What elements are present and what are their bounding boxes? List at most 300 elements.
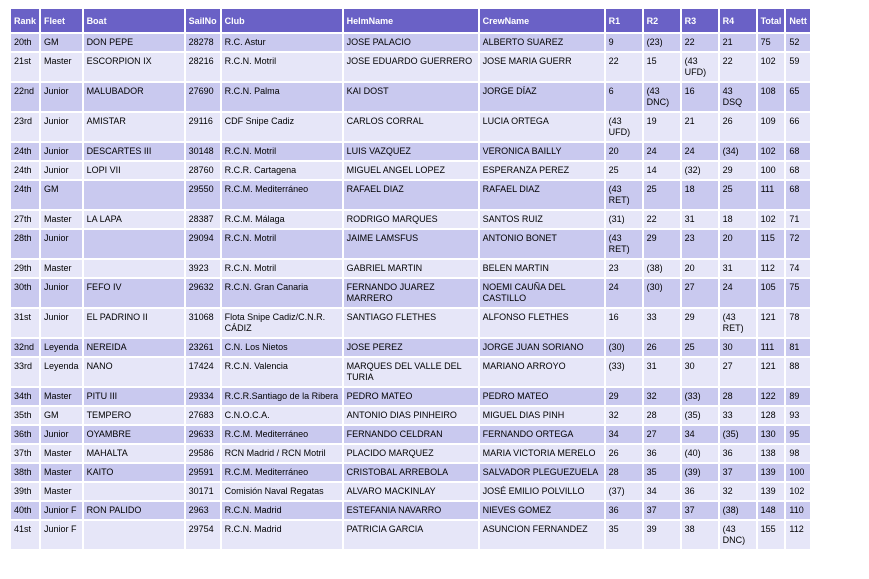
cell-crew: JOSE MARIA GUERR (480, 53, 604, 81)
cell-r2: (38) (644, 260, 680, 277)
cell-r4: 25 (720, 181, 756, 209)
col-header-fleet: Fleet (41, 9, 82, 32)
cell-r3: 25 (682, 339, 718, 356)
col-header-rank: Rank (11, 9, 39, 32)
cell-fleet: GM (41, 407, 82, 424)
table-row (11, 181, 810, 209)
col-header-r1: R1 (606, 9, 642, 32)
cell-total: 100 (758, 162, 785, 179)
cell-r2: 15 (644, 53, 680, 81)
cell-helm: LUIS VAZQUEZ (344, 143, 478, 160)
cell-helm: FERNANDO JUAREZ MARRERO (344, 279, 478, 307)
cell-total: 111 (758, 339, 785, 356)
header-row (11, 9, 810, 32)
cell-rank: 27th (11, 211, 39, 228)
cell-crew: NOEMI CAUÑA DEL CASTILLO (480, 279, 604, 307)
cell-r1: 34 (606, 426, 642, 443)
cell-boat: MAHALTA (84, 445, 184, 462)
cell-total: 75 (758, 34, 785, 51)
cell-helm: RODRIGO MARQUES (344, 211, 478, 228)
cell-r3: 36 (682, 483, 718, 500)
cell-r3: 23 (682, 230, 718, 258)
cell-sailno: 2963 (186, 502, 220, 519)
cell-nett: 71 (786, 211, 810, 228)
cell-r1: 16 (606, 309, 642, 337)
cell-r1: (31) (606, 211, 642, 228)
cell-total: 128 (758, 407, 785, 424)
col-header-sailno: SailNo (186, 9, 220, 32)
cell-club: Flota Snipe Cadiz/C.N.R. CÁDIZ (222, 309, 342, 337)
cell-crew: NIEVES GOMEZ (480, 502, 604, 519)
cell-r2: 24 (644, 143, 680, 160)
cell-helm: CARLOS CORRAL (344, 113, 478, 141)
cell-total: 155 (758, 521, 785, 549)
cell-r1: 24 (606, 279, 642, 307)
cell-sailno: 28760 (186, 162, 220, 179)
cell-helm: MIGUEL ANGEL LOPEZ (344, 162, 478, 179)
cell-r3: (35) (682, 407, 718, 424)
cell-helm: MARQUES DEL VALLE DEL TURIA (344, 358, 478, 386)
cell-total: 148 (758, 502, 785, 519)
cell-club: R.C.N. Motril (222, 230, 342, 258)
cell-boat: TEMPERO (84, 407, 184, 424)
cell-nett: 74 (786, 260, 810, 277)
cell-r4: 30 (720, 339, 756, 356)
cell-r2: 25 (644, 181, 680, 209)
cell-sailno: 17424 (186, 358, 220, 386)
cell-r2: 37 (644, 502, 680, 519)
cell-r2: 36 (644, 445, 680, 462)
cell-sailno: 3923 (186, 260, 220, 277)
cell-sailno: 29094 (186, 230, 220, 258)
cell-club: R.C.R.Santiago de la Ribera (222, 388, 342, 405)
table-row (11, 113, 810, 141)
cell-club: R.C.N. Motril (222, 260, 342, 277)
cell-nett: 66 (786, 113, 810, 141)
cell-sailno: 29754 (186, 521, 220, 549)
cell-helm: PLACIDO MARQUEZ (344, 445, 478, 462)
cell-fleet: Junior (41, 162, 82, 179)
cell-rank: 41st (11, 521, 39, 549)
table-row (11, 34, 810, 51)
cell-r2: 28 (644, 407, 680, 424)
cell-club: C.N.O.C.A. (222, 407, 342, 424)
cell-fleet: Leyenda (41, 358, 82, 386)
cell-total: 130 (758, 426, 785, 443)
cell-r2: (43 DNC) (644, 83, 680, 111)
cell-nett: 78 (786, 309, 810, 337)
cell-boat: PITU III (84, 388, 184, 405)
cell-r3: (43 UFD) (682, 53, 718, 81)
cell-r3: 37 (682, 502, 718, 519)
table-row (11, 260, 810, 277)
cell-r4: (34) (720, 143, 756, 160)
cell-boat (84, 483, 184, 500)
cell-club: C.N. Los Nietos (222, 339, 342, 356)
cell-r4: 18 (720, 211, 756, 228)
cell-rank: 37th (11, 445, 39, 462)
cell-sailno: 27690 (186, 83, 220, 111)
cell-club: R.C.N. Madrid (222, 521, 342, 549)
cell-crew: PEDRO MATEO (480, 388, 604, 405)
cell-fleet: Junior (41, 143, 82, 160)
cell-sailno: 29586 (186, 445, 220, 462)
cell-fleet: Junior F (41, 502, 82, 519)
cell-total: 121 (758, 358, 785, 386)
cell-rank: 23rd (11, 113, 39, 141)
cell-r1: 35 (606, 521, 642, 549)
cell-sailno: 28216 (186, 53, 220, 81)
cell-boat: OYAMBRE (84, 426, 184, 443)
cell-r2: 31 (644, 358, 680, 386)
cell-club: R.C.N. Palma (222, 83, 342, 111)
table-row (11, 358, 810, 386)
cell-total: 115 (758, 230, 785, 258)
cell-nett: 93 (786, 407, 810, 424)
cell-crew: JOSÉ EMILIO POLVILLO (480, 483, 604, 500)
cell-crew: ALFONSO FLETHES (480, 309, 604, 337)
cell-rank: 31st (11, 309, 39, 337)
cell-r3: 30 (682, 358, 718, 386)
cell-helm: JOSE EDUARDO GUERRERO (344, 53, 478, 81)
cell-crew: ANTONIO BONET (480, 230, 604, 258)
cell-r4: 31 (720, 260, 756, 277)
cell-total: 102 (758, 211, 785, 228)
cell-r1: (43 UFD) (606, 113, 642, 141)
cell-sailno: 29334 (186, 388, 220, 405)
cell-rank: 35th (11, 407, 39, 424)
cell-nett: 89 (786, 388, 810, 405)
cell-boat: EL PADRINO II (84, 309, 184, 337)
cell-crew: BELEN MARTIN (480, 260, 604, 277)
cell-fleet: Master (41, 260, 82, 277)
table-row (11, 445, 810, 462)
cell-fleet: Junior (41, 230, 82, 258)
cell-helm: GABRIEL MARTIN (344, 260, 478, 277)
cell-boat: NEREIDA (84, 339, 184, 356)
cell-r4: 28 (720, 388, 756, 405)
cell-crew: SALVADOR PLEGUEZUELA (480, 464, 604, 481)
cell-fleet: Master (41, 53, 82, 81)
cell-r1: 29 (606, 388, 642, 405)
cell-boat: MALUBADOR (84, 83, 184, 111)
cell-total: 139 (758, 483, 785, 500)
cell-total: 139 (758, 464, 785, 481)
cell-r1: (43 RET) (606, 181, 642, 209)
cell-crew: ALBERTO SUAREZ (480, 34, 604, 51)
col-header-boat: Boat (84, 9, 184, 32)
cell-club: R.C.R. Cartagena (222, 162, 342, 179)
cell-sailno: 29591 (186, 464, 220, 481)
cell-r1: 22 (606, 53, 642, 81)
cell-crew: JORGE JUAN SORIANO (480, 339, 604, 356)
cell-r4: (43 DNC) (720, 521, 756, 549)
table-row (11, 53, 810, 81)
cell-rank: 21st (11, 53, 39, 81)
cell-rank: 30th (11, 279, 39, 307)
cell-boat: KAITO (84, 464, 184, 481)
cell-nett: 75 (786, 279, 810, 307)
cell-boat: NANO (84, 358, 184, 386)
cell-r2: 32 (644, 388, 680, 405)
table-row (11, 407, 810, 424)
cell-r3: 31 (682, 211, 718, 228)
cell-sailno: 23261 (186, 339, 220, 356)
table-row (11, 83, 810, 111)
cell-sailno: 29633 (186, 426, 220, 443)
cell-r3: (32) (682, 162, 718, 179)
cell-rank: 24th (11, 181, 39, 209)
cell-r1: (37) (606, 483, 642, 500)
cell-club: R.C. Astur (222, 34, 342, 51)
cell-helm: ANTONIO DIAS PINHEIRO (344, 407, 478, 424)
cell-r4: 22 (720, 53, 756, 81)
cell-r2: 14 (644, 162, 680, 179)
cell-r4: (35) (720, 426, 756, 443)
cell-r3: 24 (682, 143, 718, 160)
cell-sailno: 28387 (186, 211, 220, 228)
cell-boat: AMISTAR (84, 113, 184, 141)
table-row (11, 143, 810, 160)
cell-boat: LOPI VII (84, 162, 184, 179)
cell-r1: 25 (606, 162, 642, 179)
cell-fleet: Master (41, 483, 82, 500)
cell-club: R.C.M. Mediterráneo (222, 426, 342, 443)
cell-fleet: Master (41, 388, 82, 405)
results-table (9, 7, 812, 551)
col-header-helm: HelmName (344, 9, 478, 32)
cell-r3: 22 (682, 34, 718, 51)
cell-rank: 20th (11, 34, 39, 51)
cell-crew: MIGUEL DIAS PINH (480, 407, 604, 424)
cell-helm: PATRICIA GARCIA (344, 521, 478, 549)
cell-r4: 33 (720, 407, 756, 424)
cell-fleet: GM (41, 34, 82, 51)
cell-r1: 9 (606, 34, 642, 51)
cell-fleet: Master (41, 445, 82, 462)
cell-r4: 21 (720, 34, 756, 51)
cell-r2: (30) (644, 279, 680, 307)
cell-club: R.C.N. Gran Canaria (222, 279, 342, 307)
table-row (11, 502, 810, 519)
cell-r3: 21 (682, 113, 718, 141)
cell-helm: JAIME LAMSFUS (344, 230, 478, 258)
cell-r4: (38) (720, 502, 756, 519)
cell-boat: ESCORPION IX (84, 53, 184, 81)
cell-sailno: 28278 (186, 34, 220, 51)
cell-r2: 29 (644, 230, 680, 258)
cell-crew: ASUNCION FERNANDEZ (480, 521, 604, 549)
cell-boat (84, 181, 184, 209)
cell-r2: 34 (644, 483, 680, 500)
cell-r2: 26 (644, 339, 680, 356)
table-row (11, 483, 810, 500)
cell-r4: 29 (720, 162, 756, 179)
cell-helm: KAI DOST (344, 83, 478, 111)
table-row (11, 211, 810, 228)
cell-club: R.C.N. Motril (222, 53, 342, 81)
cell-club: R.C.M. Mediterráneo (222, 181, 342, 209)
cell-club: R.C.M. Málaga (222, 211, 342, 228)
cell-rank: 24th (11, 143, 39, 160)
cell-crew: ESPERANZA PEREZ (480, 162, 604, 179)
col-header-club: Club (222, 9, 342, 32)
cell-crew: VERONICA BAILLY (480, 143, 604, 160)
cell-club: R.C.N. Madrid (222, 502, 342, 519)
cell-rank: 32nd (11, 339, 39, 356)
cell-sailno: 27683 (186, 407, 220, 424)
cell-total: 102 (758, 143, 785, 160)
cell-r4: 36 (720, 445, 756, 462)
cell-r3: 38 (682, 521, 718, 549)
cell-fleet: Junior (41, 309, 82, 337)
cell-r1: 32 (606, 407, 642, 424)
cell-nett: 52 (786, 34, 810, 51)
cell-fleet: Leyenda (41, 339, 82, 356)
table-row (11, 339, 810, 356)
cell-boat: DON PEPE (84, 34, 184, 51)
cell-boat: FEFO IV (84, 279, 184, 307)
cell-nett: 110 (786, 502, 810, 519)
cell-total: 102 (758, 53, 785, 81)
cell-helm: PEDRO MATEO (344, 388, 478, 405)
cell-r3: (40) (682, 445, 718, 462)
cell-total: 108 (758, 83, 785, 111)
cell-club: R.C.M. Mediterráneo (222, 464, 342, 481)
cell-r3: 16 (682, 83, 718, 111)
cell-nett: 68 (786, 143, 810, 160)
cell-r4: 20 (720, 230, 756, 258)
cell-rank: 34th (11, 388, 39, 405)
cell-club: Comisión Naval Regatas (222, 483, 342, 500)
cell-fleet: Junior (41, 426, 82, 443)
table-row (11, 426, 810, 443)
col-header-crew: CrewName (480, 9, 604, 32)
cell-nett: 72 (786, 230, 810, 258)
cell-nett: 102 (786, 483, 810, 500)
cell-nett: 100 (786, 464, 810, 481)
cell-helm: JOSE PALACIO (344, 34, 478, 51)
cell-crew: JORGE DÍAZ (480, 83, 604, 111)
cell-r4: 37 (720, 464, 756, 481)
cell-sailno: 29116 (186, 113, 220, 141)
cell-total: 109 (758, 113, 785, 141)
cell-nett: 88 (786, 358, 810, 386)
cell-boat (84, 230, 184, 258)
cell-helm: RAFAEL DIAZ (344, 181, 478, 209)
cell-rank: 28th (11, 230, 39, 258)
cell-r3: (33) (682, 388, 718, 405)
cell-helm: FERNANDO CELDRAN (344, 426, 478, 443)
cell-nett: 68 (786, 162, 810, 179)
cell-sailno: 30148 (186, 143, 220, 160)
table-row (11, 521, 810, 549)
cell-total: 105 (758, 279, 785, 307)
cell-nett: 65 (786, 83, 810, 111)
cell-r1: (33) (606, 358, 642, 386)
cell-r2: (23) (644, 34, 680, 51)
col-header-r4: R4 (720, 9, 756, 32)
cell-crew: SANTOS RUIZ (480, 211, 604, 228)
cell-total: 111 (758, 181, 785, 209)
cell-r4: (43 RET) (720, 309, 756, 337)
cell-boat (84, 260, 184, 277)
results-body (11, 34, 810, 549)
cell-fleet: Master (41, 211, 82, 228)
cell-helm: ESTEFANIA NAVARRO (344, 502, 478, 519)
cell-r3: (39) (682, 464, 718, 481)
cell-fleet: Junior F (41, 521, 82, 549)
cell-club: CDF Snipe Cadiz (222, 113, 342, 141)
cell-rank: 38th (11, 464, 39, 481)
cell-r1: 6 (606, 83, 642, 111)
cell-crew: LUCIA ORTEGA (480, 113, 604, 141)
cell-r2: 35 (644, 464, 680, 481)
cell-fleet: GM (41, 181, 82, 209)
cell-boat (84, 521, 184, 549)
cell-crew: MARIANO ARROYO (480, 358, 604, 386)
cell-r2: 27 (644, 426, 680, 443)
cell-r1: 28 (606, 464, 642, 481)
cell-total: 112 (758, 260, 785, 277)
cell-crew: RAFAEL DIAZ (480, 181, 604, 209)
table-row (11, 309, 810, 337)
cell-r1: 26 (606, 445, 642, 462)
cell-r1: (43 RET) (606, 230, 642, 258)
cell-crew: MARIA VICTORIA MERELO (480, 445, 604, 462)
cell-total: 138 (758, 445, 785, 462)
cell-rank: 33rd (11, 358, 39, 386)
cell-total: 121 (758, 309, 785, 337)
cell-r2: 19 (644, 113, 680, 141)
cell-r4: 26 (720, 113, 756, 141)
cell-sailno: 31068 (186, 309, 220, 337)
col-header-r2: R2 (644, 9, 680, 32)
cell-helm: SANTIAGO FLETHES (344, 309, 478, 337)
cell-fleet: Master (41, 464, 82, 481)
cell-r2: 33 (644, 309, 680, 337)
cell-sailno: 29550 (186, 181, 220, 209)
cell-r1: 20 (606, 143, 642, 160)
cell-r2: 22 (644, 211, 680, 228)
cell-rank: 24th (11, 162, 39, 179)
col-header-nett: Nett (786, 9, 810, 32)
cell-nett: 98 (786, 445, 810, 462)
cell-nett: 95 (786, 426, 810, 443)
cell-total: 122 (758, 388, 785, 405)
cell-boat: LA LAPA (84, 211, 184, 228)
cell-club: R.C.N. Motril (222, 143, 342, 160)
cell-helm: JOSE PEREZ (344, 339, 478, 356)
cell-fleet: Junior (41, 113, 82, 141)
cell-rank: 40th (11, 502, 39, 519)
cell-rank: 29th (11, 260, 39, 277)
cell-rank: 36th (11, 426, 39, 443)
cell-r3: 27 (682, 279, 718, 307)
cell-rank: 22nd (11, 83, 39, 111)
table-row (11, 230, 810, 258)
cell-club: R.C.N. Valencia (222, 358, 342, 386)
cell-boat: RON PALIDO (84, 502, 184, 519)
cell-fleet: Junior (41, 83, 82, 111)
cell-r4: 32 (720, 483, 756, 500)
table-row (11, 464, 810, 481)
cell-nett: 59 (786, 53, 810, 81)
cell-nett: 68 (786, 181, 810, 209)
cell-club: RCN Madrid / RCN Motril (222, 445, 342, 462)
cell-r4: 27 (720, 358, 756, 386)
cell-helm: CRISTOBAL ARREBOLA (344, 464, 478, 481)
